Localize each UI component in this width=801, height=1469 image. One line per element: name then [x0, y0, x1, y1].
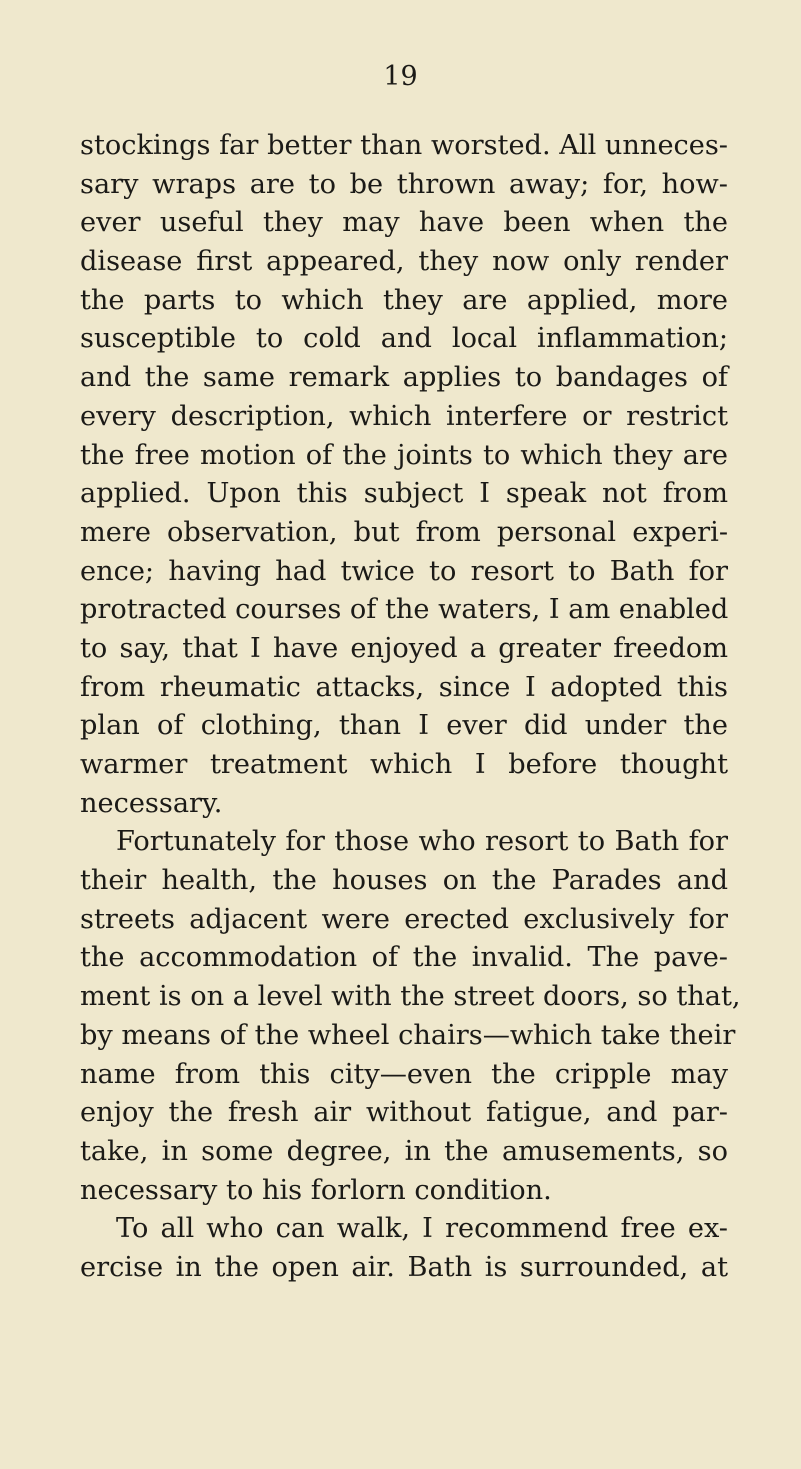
text-line: ercise in the open air. Bath is surrounded, at — [80, 1251, 728, 1283]
text-line: ever useful they may have been when the — [80, 207, 728, 239]
text-line: enjoy the fresh air without fatigue, and par- — [80, 1097, 728, 1129]
text-line: streets adjacent were erected exclusively for — [80, 903, 728, 935]
text-line: necessary to his forlorn condition. — [80, 1174, 552, 1206]
page-number: 19 — [383, 61, 418, 92]
text-line: plan of clothing, than I ever did under the — [80, 710, 728, 742]
text-line: sary wraps are to be thrown away; for, how- — [80, 168, 728, 200]
text-line: mere observation, but from personal experi- — [80, 516, 728, 548]
text-line: to say, that I have enjoyed a greater freedom — [80, 632, 728, 664]
text-line: take, in some degree, in the amusements, so — [80, 1135, 728, 1167]
text-line: ment is on a level with the street doors, so that, — [80, 981, 741, 1013]
text-line: the accommodation of the invalid. The pave- — [80, 942, 728, 974]
text-line: susceptible to cold and local inflammation; — [80, 323, 728, 355]
text-line: their health, the houses on the Parades and — [80, 865, 728, 897]
text-line: To all who can walk, I recommend free ex- — [116, 1213, 728, 1245]
text-line: name from this city—even the cripple may — [80, 1058, 728, 1090]
text-line: every description, which interfere or restrict — [80, 400, 728, 432]
text-line: from rheumatic attacks, since I adopted this — [80, 671, 728, 703]
text-line: Fortunately for those who resort to Bath for — [116, 826, 728, 858]
text-line: protracted courses of the waters, I am enabled — [80, 594, 729, 626]
text-line: applied. Upon this subject I speak not from — [80, 478, 728, 510]
text-line: disease first appeared, they now only render — [80, 246, 728, 278]
text-line: ence; having had twice to resort to Bath for — [80, 555, 728, 587]
body-text — [80, 127, 741, 1288]
text-line: and the same remark applies to bandages of — [80, 362, 728, 394]
text-line: the free motion of the joints to which they are — [80, 439, 728, 471]
text-line: the parts to which they are applied, more — [80, 284, 728, 316]
text-line: necessary. — [80, 787, 223, 819]
text-line: stockings far better than worsted. All unneces- — [80, 130, 728, 161]
text-line: by means of the wheel chairs—which take their — [80, 1019, 736, 1051]
text-line: warmer treatment which I before thought — [80, 749, 728, 780]
